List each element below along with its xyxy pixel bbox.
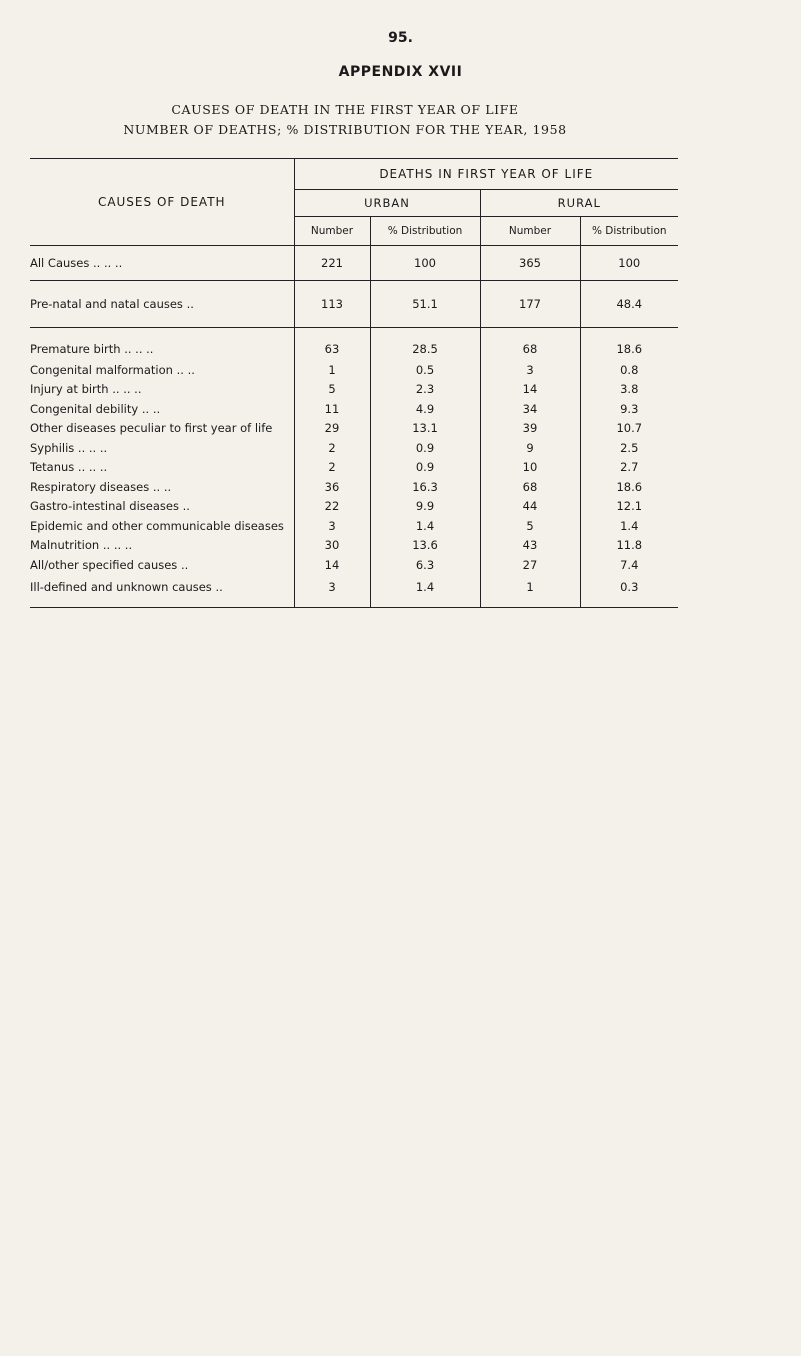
rural-number: 5 [480, 516, 580, 536]
urban-number: 3 [294, 575, 370, 608]
rural-number: 10 [480, 458, 580, 478]
row-label: Congenital debility .. .. [30, 401, 161, 416]
causes-of-death-header: CAUSES OF DEATH [30, 159, 294, 246]
urban-number-header: Number [294, 217, 370, 246]
urban-pct: 0.5 [370, 360, 480, 380]
rural-pct: 11.8 [580, 536, 678, 556]
page-number: 95. [388, 30, 413, 46]
urban-number: 2 [294, 458, 370, 478]
rural-pct: 3.8 [580, 380, 678, 400]
urban-number: 63 [294, 328, 370, 361]
row-label: Premature birth .. .. .. [30, 342, 154, 356]
urban-pct: 0.9 [370, 438, 480, 458]
rural-pct: 2.7 [580, 458, 678, 478]
rural-number: 1 [480, 575, 580, 608]
rural-pct: 1.4 [580, 516, 678, 536]
urban-pct: 1.4 [370, 516, 480, 536]
rural-pct: 100 [580, 246, 678, 281]
urban-number: 113 [294, 281, 370, 328]
rural-pct: 10.7 [580, 419, 678, 439]
rural-number: 68 [480, 477, 580, 497]
urban-number: 36 [294, 477, 370, 497]
deaths-first-year-header: DEATHS IN FIRST YEAR OF LIFE [294, 159, 678, 190]
urban-number: 30 [294, 536, 370, 556]
row-label: All Causes .. .. .. [30, 246, 294, 281]
table-row [30, 458, 678, 478]
rural-number: 177 [480, 281, 580, 328]
row-label: Epidemic and other communicable diseases [30, 518, 284, 533]
urban-number: 221 [294, 246, 370, 281]
urban-number: 3 [294, 516, 370, 536]
rural-pct: 0.8 [580, 360, 678, 380]
row-label: Pre-natal and natal causes .. [30, 281, 294, 328]
table-row [30, 575, 678, 608]
rural-number: 44 [480, 497, 580, 517]
table-subtitle-line1: CAUSES OF DEATH IN THE FIRST YEAR OF LIFE [171, 102, 519, 117]
table-row [30, 419, 678, 439]
rural-number: 27 [480, 555, 580, 575]
urban-pct: 51.1 [370, 281, 480, 328]
table-row [30, 438, 678, 458]
table-row [30, 555, 678, 575]
causes-of-death-table [30, 158, 678, 608]
rural-header: RURAL [480, 190, 678, 217]
table-row [30, 477, 678, 497]
urban-pct: 1.4 [370, 575, 480, 608]
urban-pct: 16.3 [370, 477, 480, 497]
table-row-all-causes [30, 246, 678, 281]
rural-number: 68 [480, 328, 580, 361]
rural-number: 43 [480, 536, 580, 556]
rural-number: 3 [480, 360, 580, 380]
urban-number: 5 [294, 380, 370, 400]
urban-header: URBAN [294, 190, 480, 217]
row-label: Respiratory diseases .. .. [30, 479, 172, 494]
table-row [30, 380, 678, 400]
urban-number: 2 [294, 438, 370, 458]
rural-number-header: Number [480, 217, 580, 246]
table-row [30, 399, 678, 419]
urban-pct: 4.9 [370, 399, 480, 419]
rural-distribution-header: % Distribution [580, 217, 678, 246]
rural-pct: 7.4 [580, 555, 678, 575]
rural-pct: 18.6 [580, 477, 678, 497]
urban-pct: 100 [370, 246, 480, 281]
row-label: Ill-defined and unknown causes .. [30, 575, 294, 608]
row-label: All/other specified causes .. [30, 557, 189, 572]
urban-distribution-header: % Distribution [370, 217, 480, 246]
table-row-prenatal [30, 281, 678, 328]
rural-number: 14 [480, 380, 580, 400]
table-subtitle-line2: NUMBER OF DEATHS; % DISTRIBUTION FOR THE YEAR, 1958 [123, 122, 567, 137]
urban-pct: 6.3 [370, 555, 480, 575]
urban-pct: 0.9 [370, 458, 480, 478]
rural-number: 9 [480, 438, 580, 458]
row-label: Syphilis .. .. .. [30, 440, 108, 455]
urban-number: 14 [294, 555, 370, 575]
table-row [30, 497, 678, 517]
table-row [30, 328, 678, 361]
urban-number: 22 [294, 497, 370, 517]
urban-pct: 28.5 [370, 328, 480, 361]
appendix-title: APPENDIX XVII [338, 64, 463, 80]
rural-pct: 12.1 [580, 497, 678, 517]
urban-pct: 13.6 [370, 536, 480, 556]
row-label: Tetanus .. .. .. [30, 460, 108, 475]
rural-pct: 0.3 [580, 575, 678, 608]
row-label: Malnutrition .. .. .. [30, 538, 133, 553]
rural-pct: 18.6 [580, 328, 678, 361]
urban-number: 1 [294, 360, 370, 380]
row-label: Injury at birth .. .. .. [30, 382, 142, 397]
rural-pct: 9.3 [580, 399, 678, 419]
urban-pct: 9.9 [370, 497, 480, 517]
urban-number: 11 [294, 399, 370, 419]
rural-number: 365 [480, 246, 580, 281]
rural-number: 34 [480, 399, 580, 419]
urban-pct: 2.3 [370, 380, 480, 400]
row-label: Other diseases peculiar to first year of life [30, 421, 273, 436]
urban-pct: 13.1 [370, 419, 480, 439]
table-row [30, 536, 678, 556]
urban-number: 29 [294, 419, 370, 439]
rural-pct: 2.5 [580, 438, 678, 458]
row-label: Gastro-intestinal diseases .. [30, 499, 190, 514]
rural-number: 39 [480, 419, 580, 439]
row-label: Congenital malformation .. .. [30, 362, 195, 377]
table-row [30, 516, 678, 536]
table-row [30, 360, 678, 380]
rural-pct: 48.4 [580, 281, 678, 328]
